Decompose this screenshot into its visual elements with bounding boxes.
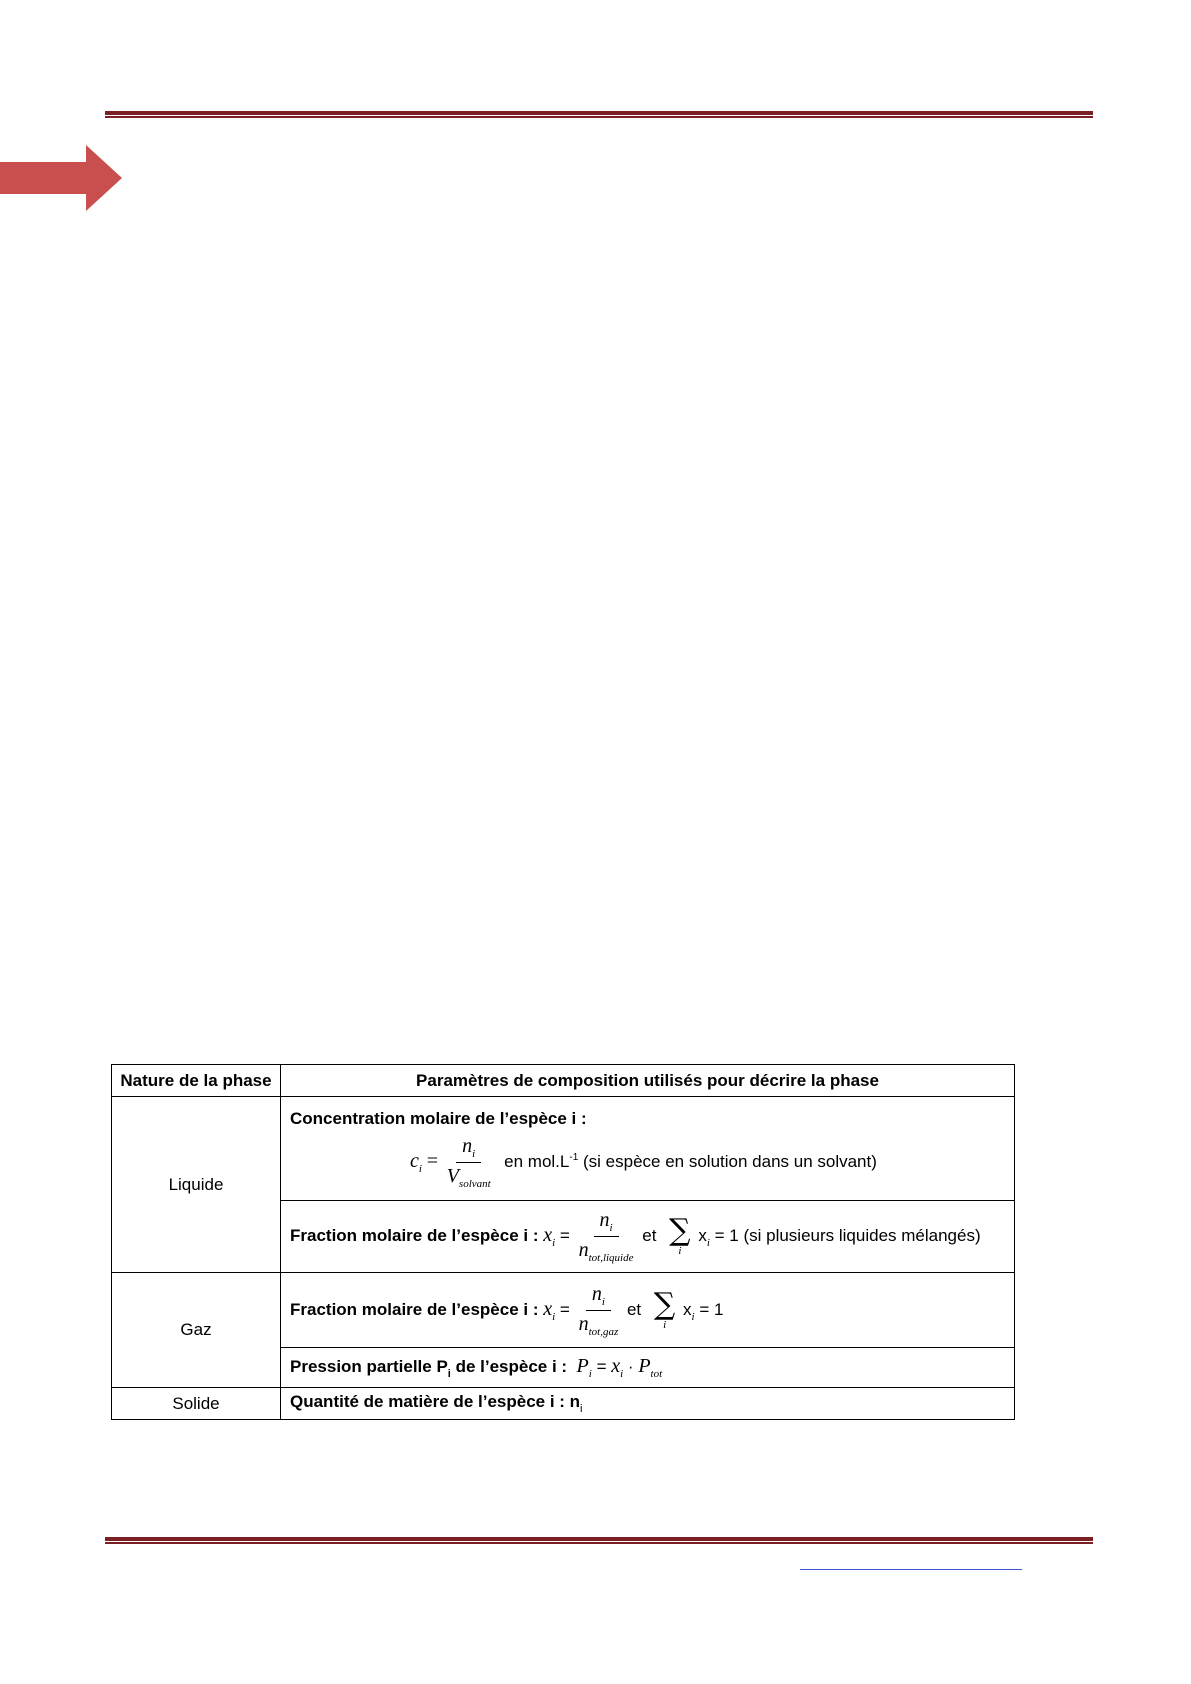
liquide-fraction-cell: Fraction molaire de l’espèce i : $x_i$ = $\frac{n_i}{n_{tot,liquide}}$ et ∑ i $x_i = 1$ (si plusieurs liquides mélangés) <box>281 1201 1015 1273</box>
gaz-fraction-cell: Fraction molaire de l’espèce i : $x_i$ = $\frac{n_i}{n_{tot,gaz}}$ et ∑ i $x_i = 1$ <box>281 1273 1015 1348</box>
liquide-fraction-title: Fraction molaire de l’espèce i : <box>290 1225 539 1245</box>
table-header-row <box>112 1065 1015 1097</box>
table-row-solide <box>112 1388 1015 1420</box>
header-parametres: Paramètres de composition utilisés pour décrire la phase <box>281 1065 1015 1097</box>
header-nature: Nature de la phase <box>112 1065 281 1097</box>
solide-cell: Quantité de matière de l’espèce i : $n_i$ <box>281 1388 1015 1420</box>
pression-title: Pression partielle $P_i$ de l’espèce i : <box>290 1357 568 1380</box>
gaz-fraction-title: Fraction molaire de l’espèce i : <box>290 1299 539 1319</box>
concentration-unit: en mol.L <box>504 1151 570 1171</box>
sum-symbol-icon: ∑ i <box>653 1286 676 1331</box>
phase-composition-table <box>111 1064 1015 1420</box>
sum-symbol-icon: ∑ i <box>669 1213 691 1257</box>
phase-solide: Solide <box>112 1388 281 1420</box>
table-row-gaz-fraction <box>112 1273 1015 1348</box>
concentration-fraction: $\frac{n_i}{V_{solvant}}$ <box>446 1135 491 1190</box>
concentration-formula: $c_i$ = $\frac{n_i}{V_{solvant}}$ en $mol.L^{-1}$ (si espèce en solution dans un solvant) <box>410 1135 877 1190</box>
concentration-title: Concentration molaire de l’espèce i : <box>290 1109 587 1128</box>
concentration-cell <box>281 1097 1015 1201</box>
arrow-right-icon <box>0 145 122 211</box>
pression-cell: Pression partielle $P_i$ de l’espèce i : $P_i = x_i \cdot P_{tot}$ <box>281 1348 1015 1388</box>
table-row-liquide-concentration <box>112 1097 1015 1201</box>
footer-link[interactable] <box>800 1555 1022 1570</box>
phase-liquide: Liquide <box>112 1097 281 1273</box>
phase-gaz: Gaz <box>112 1273 281 1388</box>
liquide-fraction-note: (si plusieurs liquides mélangés) <box>743 1225 981 1245</box>
footer-rule <box>105 1537 1093 1544</box>
header-rule <box>105 111 1093 118</box>
solide-text: Quantité de matière de l’espèce i : n <box>290 1392 581 1411</box>
liquide-fraction-formula: $\frac{n_i}{n_{tot,liquide}}$ <box>578 1209 634 1264</box>
concentration-note: (si espèce en solution dans un solvant) <box>583 1151 877 1171</box>
gaz-fraction-formula: $\frac{n_i}{n_{tot,gaz}}$ <box>578 1282 619 1338</box>
